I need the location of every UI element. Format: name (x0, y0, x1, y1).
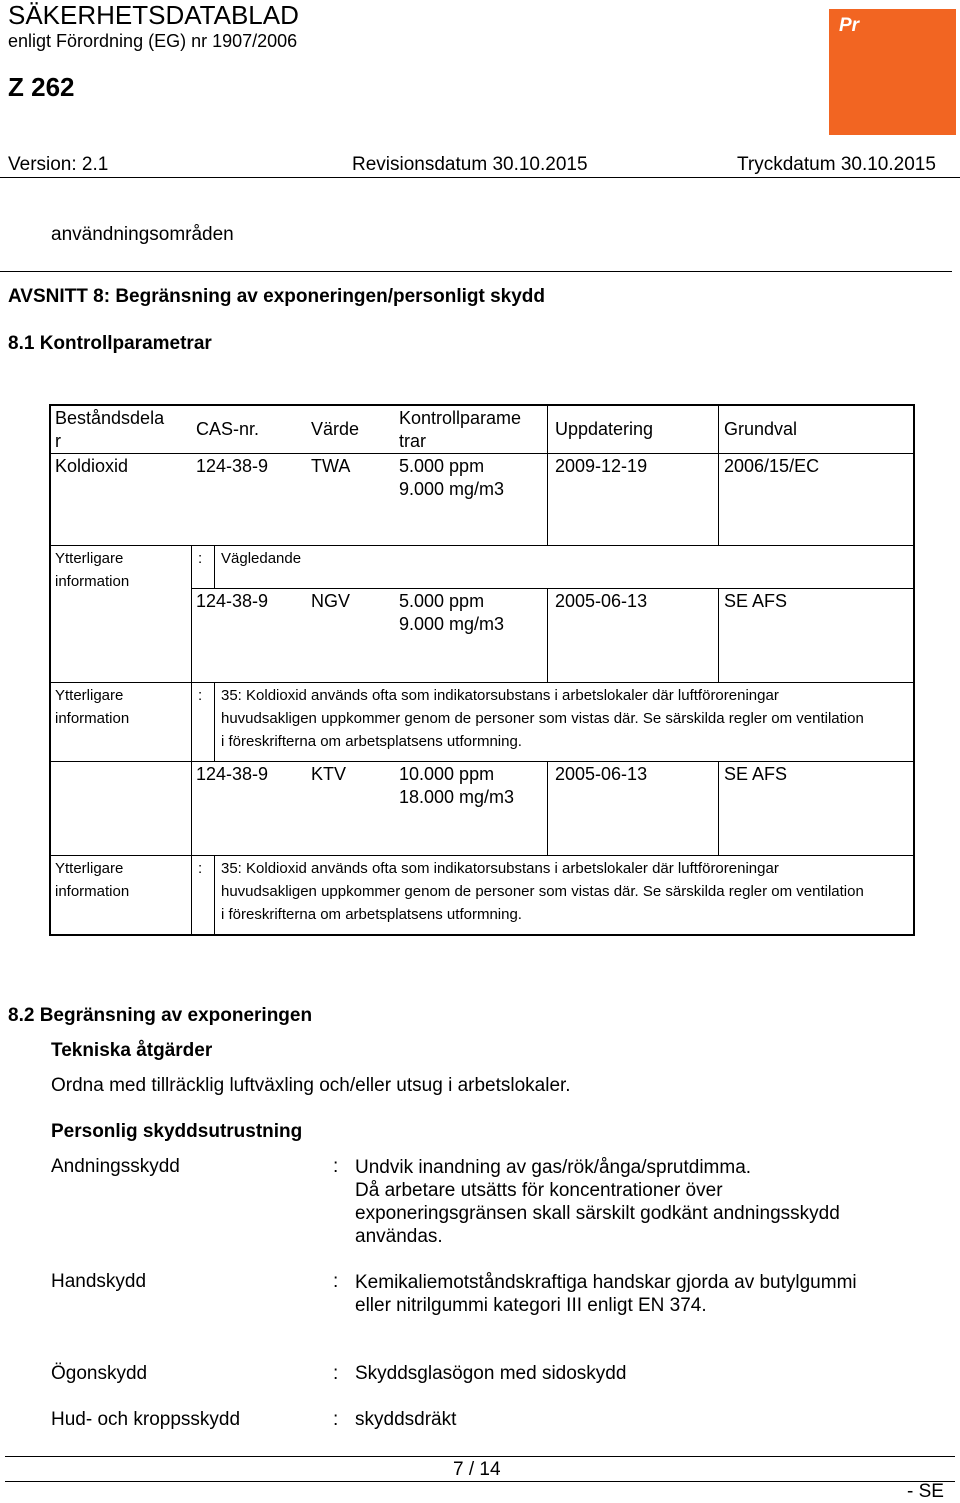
row1-component: Koldioxid (55, 456, 129, 476)
regulation-subtitle: enligt Förordning (EG) nr 1907/2006 (8, 31, 298, 51)
locale-tag: - SE (907, 1481, 944, 1502)
info1-text: Vägledande (221, 550, 302, 567)
row3-basis: SE AFS (724, 764, 788, 784)
row3-value: KTV (311, 764, 347, 784)
col-header-value: Värde (311, 419, 360, 439)
info2-colon: : (198, 687, 203, 704)
subsection-8-1-title: 8.1 Kontrollparametrar (8, 333, 212, 354)
ppe-heading: Personlig skyddsutrustning (51, 1121, 303, 1142)
info1-colon: : (198, 550, 203, 567)
document-title: SÄKERHETSDATABLAD (8, 0, 299, 30)
row1-value: TWA (311, 456, 351, 476)
subsection-8-2-title: 8.2 Begränsning av exponeringen (8, 1005, 313, 1026)
info3-colon: : (198, 860, 203, 877)
eye-protection-label: Ögonskydd (51, 1363, 148, 1384)
print-date: Tryckdatum 30.10.2015 (737, 154, 936, 175)
company-logo (829, 9, 956, 135)
row3-update: 2005-06-13 (555, 764, 648, 784)
respiratory-colon: : (333, 1156, 339, 1177)
row2-update: 2005-06-13 (555, 591, 648, 611)
skin-protection-text: skyddsdräkt (355, 1409, 457, 1430)
product-name: Z 262 (8, 72, 75, 102)
row3-cas: 124-38-9 (196, 764, 269, 784)
version-label: Version: 2.1 (8, 154, 109, 175)
info2-text: 35: Koldioxid används ofta som indikatorsubstans i arbetslokaler där luftföroreningar huvudsakligen uppkommer genom de personer som vistas där. Se särskilda regler om ventilation i föreskrifterna om arbetsplatsens utformning. (221, 687, 864, 750)
hand-protection-text: Kemikaliemotståndskraftiga handskar gjorda av butylgummi eller nitrilgummi kategori III enligt EN 374. (355, 1272, 857, 1316)
row1-cas: 124-38-9 (196, 456, 269, 476)
info1-label: Ytterligare information (55, 550, 130, 590)
skin-protection-label: Hud- och kroppsskydd (51, 1409, 241, 1430)
info2-label: Ytterligare information (55, 687, 130, 727)
info3-text: 35: Koldioxid används ofta som indikatorsubstans i arbetslokaler där luftföroreningar huvudsakligen uppkommer genom de personer som vistas där. Se särskilda regler om ventilation i föreskrifterna om arbetsplatsens utformning. (221, 860, 864, 923)
col-header-cas: CAS-nr. (196, 419, 260, 439)
footer-divider-bottom (5, 1481, 955, 1482)
hand-protection-label: Handskydd (51, 1271, 147, 1292)
page-number: 7 / 14 (453, 1459, 501, 1480)
respiratory-label: Andningsskydd (51, 1156, 180, 1177)
section-divider (0, 271, 952, 272)
skin-protection-colon: : (333, 1409, 339, 1430)
section8-title: AVSNITT 8: Begränsning av exponeringen/personligt skydd (8, 286, 546, 307)
logo-text: Pr (839, 15, 860, 36)
col-header-basis: Grundval (724, 419, 798, 439)
row1-basis: 2006/15/EC (724, 456, 820, 476)
row2-cas: 124-38-9 (196, 591, 269, 611)
col-header-control: Kontrollparame trar (399, 408, 522, 451)
row2-control: 5.000 ppm 9.000 mg/m3 (399, 591, 505, 634)
info3-label: Ytterligare information (55, 860, 130, 900)
row1-control: 5.000 ppm 9.000 mg/m3 (399, 456, 505, 499)
row2-value: NGV (311, 591, 351, 611)
technical-measures-heading: Tekniska åtgärder (51, 1040, 213, 1061)
col-header-update: Uppdatering (555, 419, 654, 439)
respiratory-text: Undvik inandning av gas/rök/ånga/sprutdimma. Då arbetare utsätts för koncentrationer över exponeringsgränsen skall särskilt godkänt andningsskydd användas. (355, 1157, 840, 1247)
row1-update: 2009-12-19 (555, 456, 648, 476)
revision-date: Revisionsdatum 30.10.2015 (352, 154, 588, 175)
footer-divider (5, 1456, 955, 1457)
intro-text: användningsområden (51, 224, 234, 245)
eye-protection-text: Skyddsglasögon med sidoskydd (355, 1363, 627, 1384)
eye-protection-colon: : (333, 1363, 339, 1384)
hand-protection-colon: : (333, 1271, 339, 1292)
header-divider (0, 177, 960, 178)
row2-basis: SE AFS (724, 591, 788, 611)
row3-control: 10.000 ppm 18.000 mg/m3 (399, 764, 515, 807)
technical-measures-text: Ordna med tillräcklig luftväxling och/eller utsug i arbetslokaler. (51, 1075, 571, 1096)
col-header-component: Beståndsdela r (55, 408, 165, 451)
